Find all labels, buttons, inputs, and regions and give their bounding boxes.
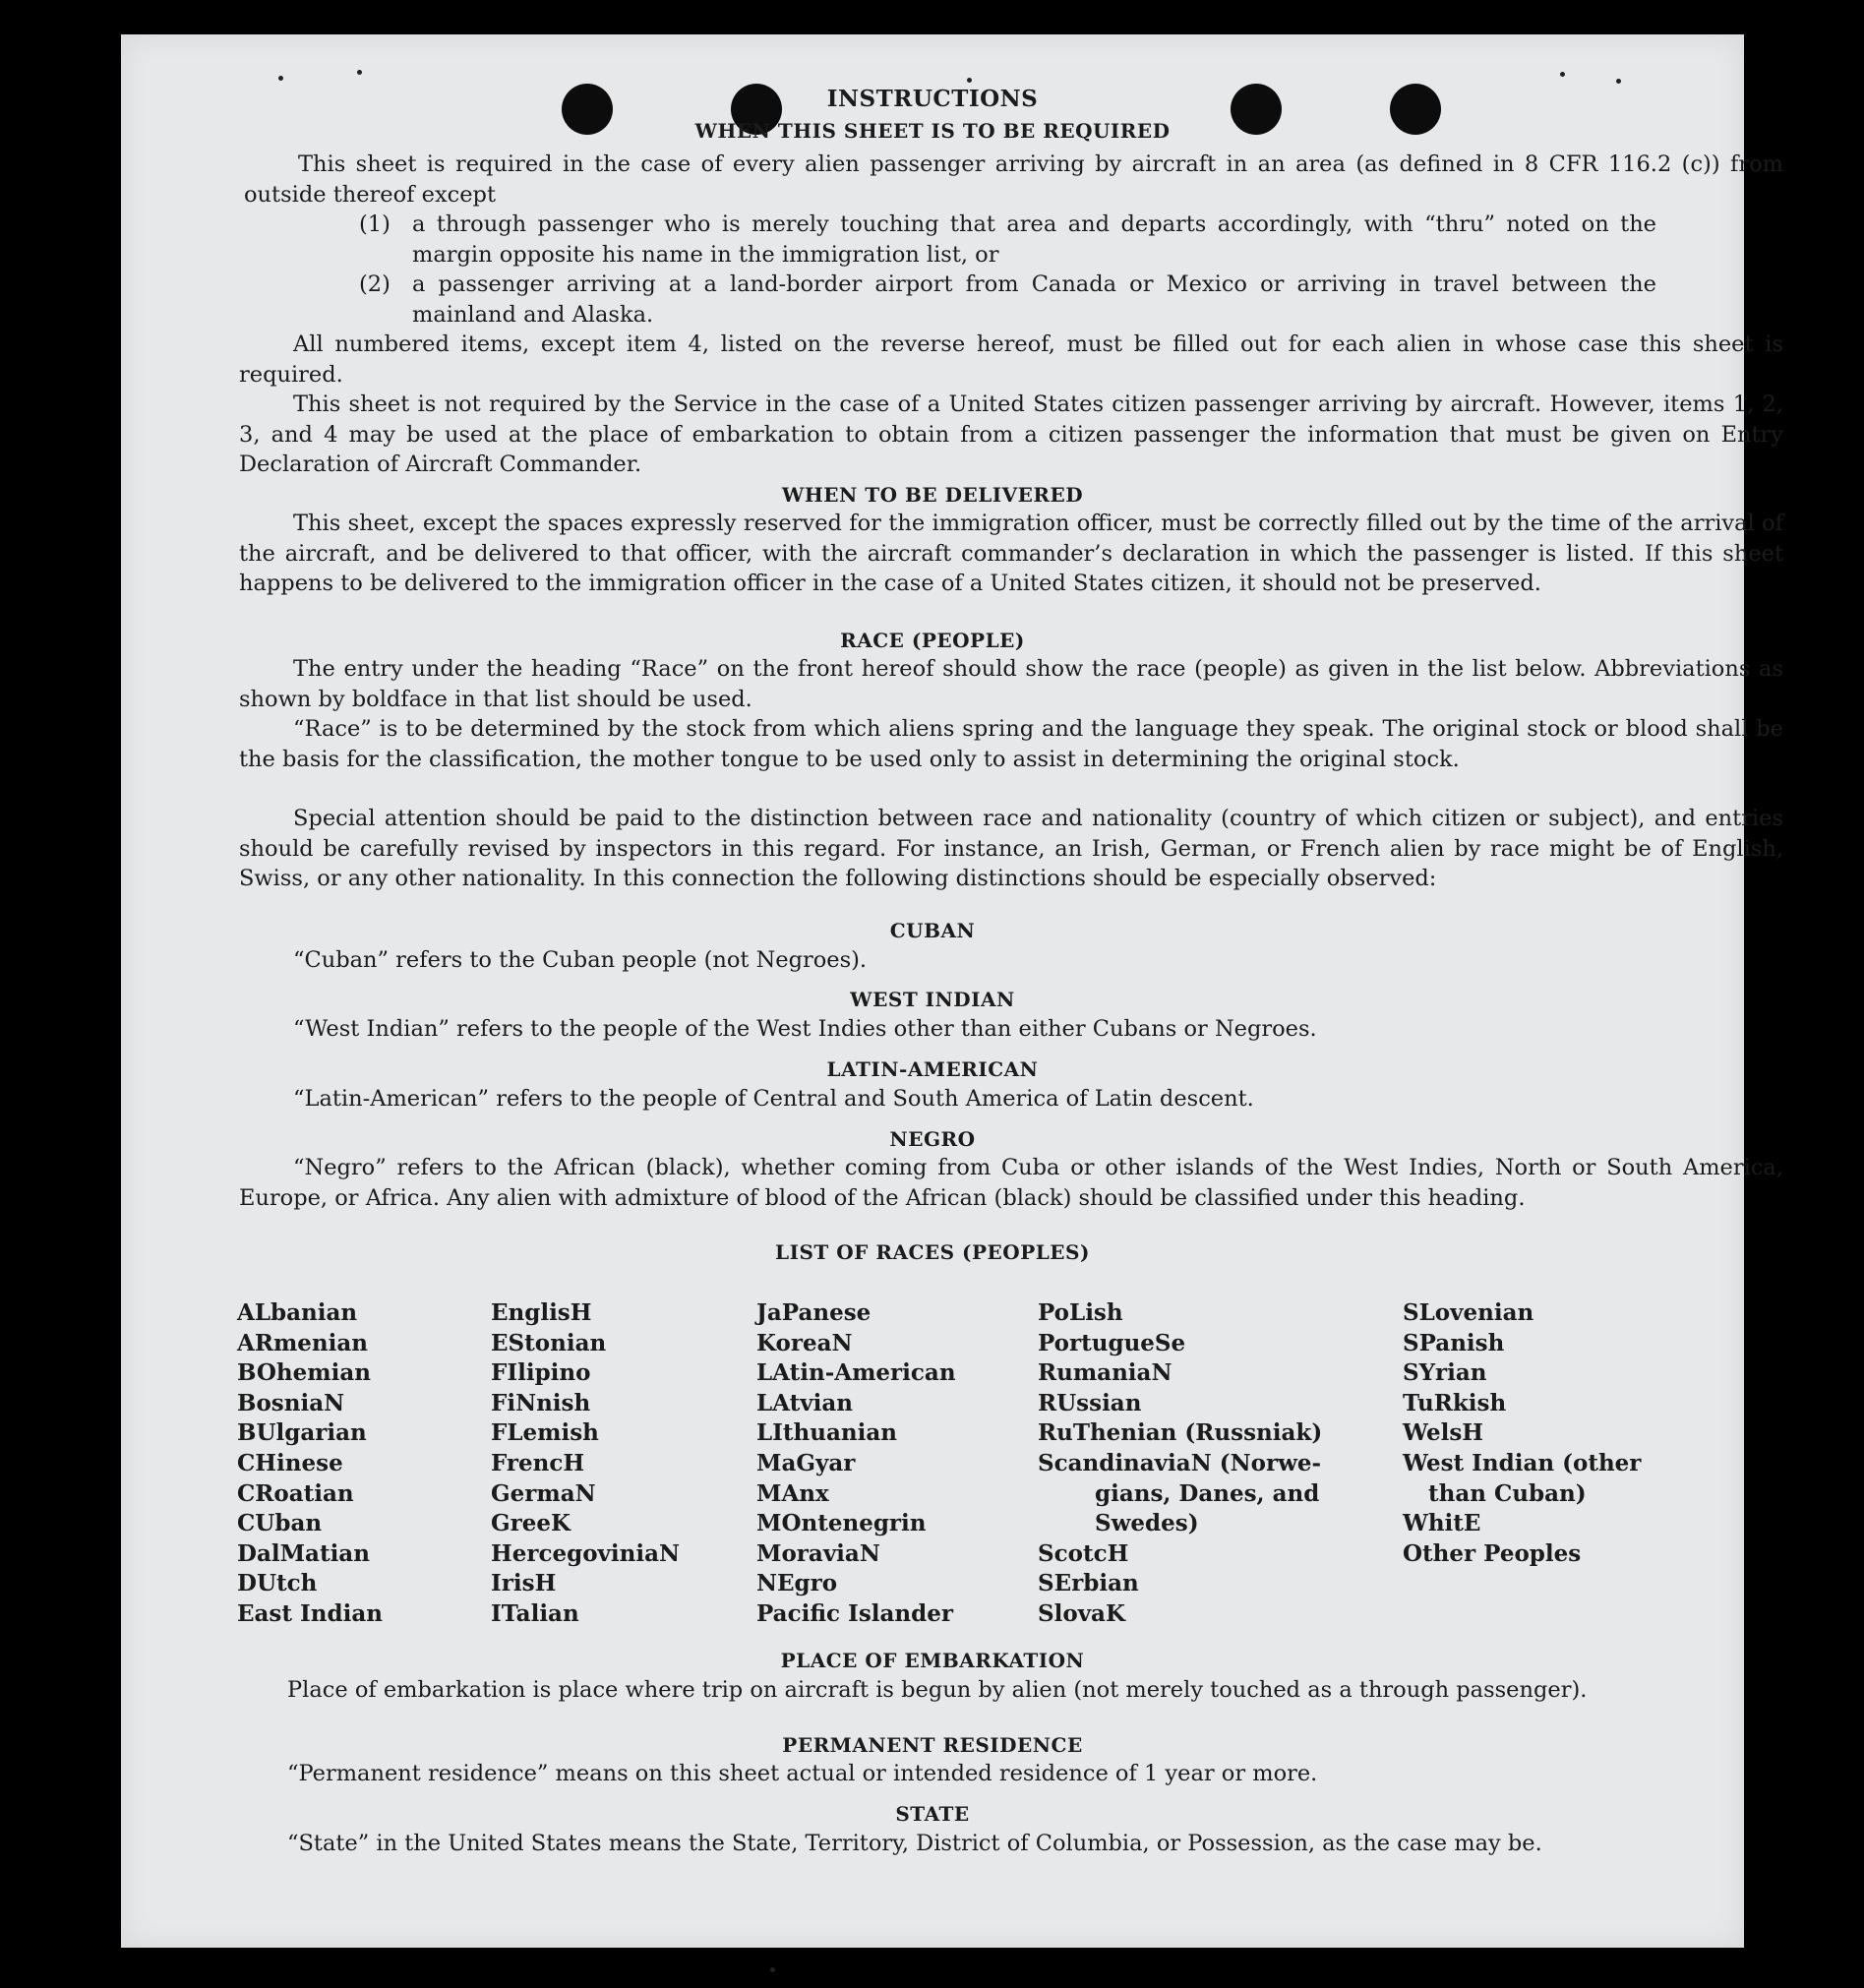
race-column	[1403, 1298, 1641, 1569]
race-column	[237, 1298, 383, 1630]
race-item: BOhemian	[237, 1359, 371, 1387]
race-item: CUban	[237, 1510, 323, 1537]
heading-when-delivered: WHEN TO BE DELIVERED	[781, 483, 1084, 507]
race-item: MAnx	[756, 1479, 829, 1507]
paragraph-negro: “Negro” refers to the African (black), whether coming from Cuba or other islands of the West Indies, North or South America, Europe, or Africa. Any alien with admixture of blood of the African (black) should be classified under this heading.	[239, 1155, 1783, 1211]
heading-negro: NEGRO	[889, 1127, 976, 1151]
race-item: SPanish	[1403, 1329, 1505, 1356]
race-item: MOntenegrin	[756, 1510, 927, 1537]
heading-cuban: CUBAN	[889, 919, 976, 942]
paragraph-race-entry: The entry under the heading “Race” on the front hereof should show the race (people) as given in the list below. Abbreviations as shown by boldface in that list should be used.	[239, 656, 1783, 712]
race-item: CRoatian	[237, 1479, 354, 1507]
heading-permanent-residence: PERMANENT RESIDENCE	[782, 1733, 1083, 1757]
paragraph-race-stock: “Race” is to be determined by the stock from which aliens spring and the language they speak. The original stock or blood shall be the basis for the classification, the mother tongue to be used only to assist in determining the original stock.	[239, 716, 1783, 772]
race-item: WhitE	[1403, 1510, 1481, 1537]
race-item: PortugueSe	[1038, 1329, 1186, 1356]
paragraph-state: “State” in the United States means the State, Territory, District of Columbia, or Possession, as the case may be.	[287, 1831, 1542, 1856]
race-item: BosniaN	[237, 1389, 345, 1416]
race-item: MoraviaN	[756, 1539, 880, 1567]
heading-race: RACE (PEOPLE)	[840, 629, 1025, 652]
race-item: HercegoviniaN	[491, 1539, 681, 1567]
race-item: JaPanese	[756, 1299, 872, 1326]
race-column	[491, 1298, 680, 1630]
race-item: KoreaN	[756, 1329, 853, 1356]
race-item: Swedes)	[1095, 1510, 1199, 1537]
race-item: East Indian	[237, 1599, 383, 1627]
paragraph-latin-american: “Latin-American” refers to the people of Central and South America of Latin descent.	[293, 1086, 1254, 1112]
heading-latin-american: LATIN-AMERICAN	[826, 1057, 1039, 1081]
list-item-text: a passenger arriving at a land-border airport from Canada or Mexico or arriving in travel between the mainland and Alaska.	[412, 271, 1656, 328]
paragraph-embarkation: Place of embarkation is place where trip on aircraft is begun by alien (not merely touched as a through passenger).	[287, 1677, 1588, 1703]
race-item: NEgro	[756, 1570, 838, 1597]
race-item: BUlgarian	[237, 1419, 367, 1447]
heading-state: STATE	[895, 1802, 970, 1826]
race-item: PoLish	[1038, 1299, 1123, 1326]
list-item-number: (1)	[359, 211, 391, 237]
race-item: EnglisH	[491, 1299, 592, 1326]
race-item: DalMatian	[237, 1539, 370, 1567]
race-item: RumaniaN	[1038, 1359, 1173, 1387]
paragraph-delivered: This sheet, except the spaces expressly reserved for the immigration officer, must be correctly filled out by the time of the arrival of the aircraft, and be delivered to that officer, with the aircraft commander’s declaration in which the passenger is listed. If this sheet happens to be delivered to the immigration officer in the case of a United States citizen, it should not be preserved.	[239, 511, 1783, 596]
heading-place-of-embarkation: PLACE OF EMBARKATION	[780, 1649, 1085, 1672]
heading-when-required: WHEN THIS SHEET IS TO BE REQUIRED	[694, 119, 1171, 143]
document-sheet	[121, 34, 1783, 1948]
paragraph-required-intro: This sheet is required in the case of every alien passenger arriving by aircraft in an area (as defined in 8 CFR 116.2 (c)) from outside thereof except	[244, 151, 1783, 208]
paragraph-west-indian: “West Indian” refers to the people of the West Indies other than either Cubans or Negroes.	[293, 1016, 1317, 1042]
heading-list-of-races: LIST OF RACES (PEOPLES)	[775, 1240, 1090, 1264]
race-item: Pacific Islander	[756, 1599, 953, 1627]
race-item: RuThenian (Russniak)	[1038, 1419, 1323, 1447]
race-item: EStonian	[491, 1329, 607, 1356]
race-item: ALbanian	[237, 1299, 358, 1326]
race-item: DUtch	[237, 1570, 318, 1597]
race-item: FIlipino	[491, 1359, 591, 1387]
race-item: LIthuanian	[756, 1419, 897, 1447]
race-list	[121, 1298, 1744, 1633]
paragraph-citizen: This sheet is not required by the Service in the case of a United States citizen passenger arriving by aircraft. However, items 1, 2, 3, and 4 may be used at the place of embarkation to obtain from a citizen passenger the information that must be given on Entry Declaration of Aircraft Commander.	[239, 392, 1783, 477]
race-item: FiNnish	[491, 1389, 591, 1416]
race-item: SErbian	[1038, 1570, 1139, 1597]
race-item: FrencH	[491, 1449, 585, 1476]
list-item-number: (2)	[359, 271, 391, 297]
race-item: GermaN	[491, 1479, 596, 1507]
race-item: ITalian	[491, 1599, 579, 1627]
page-title: INSTRUCTIONS	[826, 86, 1039, 112]
race-item: ScotcH	[1038, 1539, 1129, 1567]
race-item: gians, Danes, and	[1095, 1479, 1320, 1507]
race-item: LAtin-American	[756, 1359, 956, 1387]
race-item: SYrian	[1403, 1359, 1487, 1387]
race-item: LAtvian	[756, 1389, 853, 1416]
race-item: than Cuban)	[1428, 1479, 1587, 1507]
race-item: ARmenian	[237, 1329, 369, 1356]
paragraph-numbered-items: All numbered items, except item 4, listed on the reverse hereof, must be filled out for each alien in whose case this sheet is required.	[239, 331, 1783, 388]
race-item: FLemish	[491, 1419, 599, 1447]
paragraph-residence: “Permanent residence” means on this sheet actual or intended residence of 1 year or more.	[287, 1761, 1318, 1786]
race-column	[756, 1298, 956, 1630]
race-item: CHinese	[237, 1449, 343, 1476]
paragraph-cuban: “Cuban” refers to the Cuban people (not Negroes).	[293, 947, 868, 973]
list-item-text: a through passenger who is merely touching that area and departs accordingly, with “thru” noted on the margin opposite his name in the immigration list, or	[412, 211, 1656, 268]
race-column	[1038, 1298, 1322, 1630]
paragraph-race-nationality: Special attention should be paid to the distinction between race and nationality (country of which citizen or subject), and entries should be carefully revised by inspectors in this regard. For instance, an Irish, German, or French alien by race might be of English, Swiss, or any other nationality. In this connection the following distinctions should be especially observed:	[239, 806, 1783, 891]
race-item: IrisH	[491, 1570, 557, 1597]
race-item: Other Peoples	[1403, 1539, 1582, 1567]
race-item: SLovenian	[1403, 1299, 1534, 1326]
race-item: West Indian (other	[1403, 1449, 1642, 1476]
heading-west-indian: WEST INDIAN	[850, 988, 1015, 1011]
race-item: SlovaK	[1038, 1599, 1125, 1627]
race-item: GreeK	[491, 1510, 571, 1537]
race-item: TuRkish	[1403, 1389, 1507, 1416]
race-item: ScandinaviaN (Norwe-	[1038, 1449, 1322, 1476]
race-item: WelsH	[1403, 1419, 1484, 1447]
race-item: RUssian	[1038, 1389, 1142, 1416]
race-item: MaGyar	[756, 1449, 856, 1476]
